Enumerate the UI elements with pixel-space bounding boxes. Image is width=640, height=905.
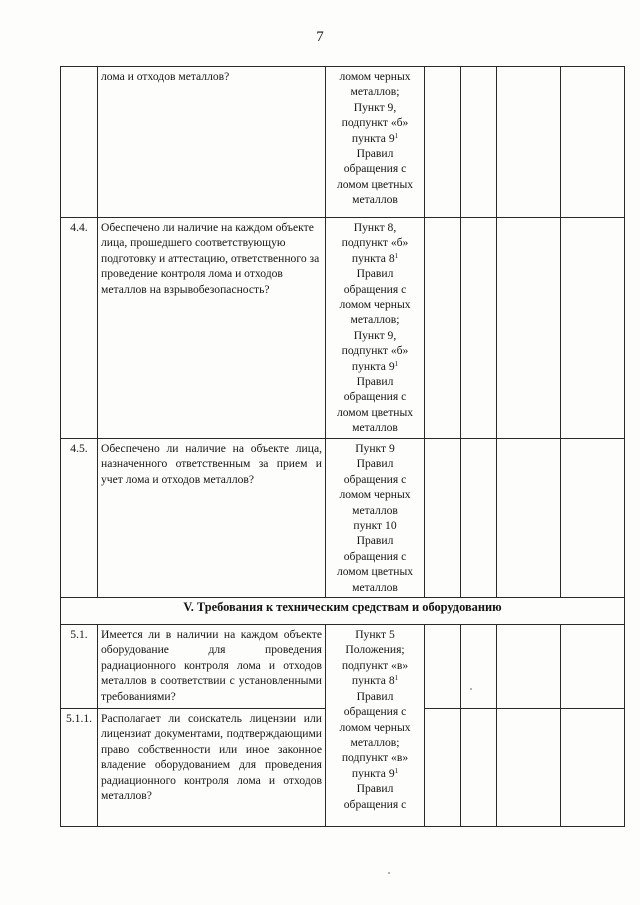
section-header-row <box>61 598 625 625</box>
legal-reference-line: подпункт «б» <box>341 236 409 250</box>
legal-reference-line: обращения с <box>343 549 407 563</box>
answer-cell-yes[interactable] <box>425 625 461 709</box>
legal-reference-line: обращения с <box>343 282 407 296</box>
legal-reference-line: ломом черных <box>339 488 411 502</box>
item-legal-reference <box>326 218 425 439</box>
item-number: 5.1. <box>61 625 98 709</box>
legal-reference-line: пункта $9^1$ <box>351 359 399 373</box>
item-question: лома и отходов металлов? <box>98 67 326 218</box>
answer-cell-no[interactable] <box>461 439 497 598</box>
item-question: Имеется ли в наличии на каждом объекте оборудование для проведения радиационного контроля лома и отходов металлов в соответствии с установленными требованиями? <box>98 625 326 709</box>
legal-reference-line: ломом цветных <box>336 565 414 579</box>
legal-reference-line: Правил <box>356 267 394 281</box>
item-question: Располагает ли соискатель лицензии или лицензиат документами, подтверждающими право собственности или иное законное владение оборудованием для проведения радиационного контроля лома и отходов металлов? <box>98 709 326 827</box>
answer-cell-note[interactable] <box>561 218 625 439</box>
legal-reference-line: ломом цветных <box>336 177 414 191</box>
legal-reference-line: Пункт 9, <box>353 100 397 114</box>
answer-cell-not-applicable[interactable] <box>497 625 561 709</box>
item-question: Обеспечено ли наличие на каждом объекте лица, прошедшего соответствующую подготовку и аттестацию, ответственного за проведение контроля лома и отходов металлов на взрывобезопасность? <box>98 218 326 439</box>
legal-reference-line: металлов <box>352 421 398 435</box>
answer-cell-yes[interactable] <box>425 218 461 439</box>
scan-speck <box>470 688 472 690</box>
superscript-index: 1 <box>394 766 399 775</box>
legal-reference-line: обращения с <box>343 472 407 486</box>
answer-cell-no[interactable] <box>461 709 497 827</box>
answer-cell-no[interactable] <box>461 67 497 218</box>
item-number: 5.1.1. <box>61 709 98 827</box>
legal-reference-line: Пункт 9, <box>353 328 397 342</box>
legal-reference-line: металлов; <box>350 735 400 749</box>
legal-reference-line: ломом черных <box>339 70 411 83</box>
legal-reference-line: Правил <box>356 147 394 161</box>
item-number: 4.4. <box>61 218 98 439</box>
legal-reference-line: подпункт «в» <box>341 751 409 765</box>
legal-reference-line: металлов <box>352 193 398 207</box>
legal-reference-line: пункта $9^1$ <box>351 131 399 145</box>
legal-reference-line: обращения с <box>343 797 407 811</box>
answer-cell-yes[interactable] <box>425 709 461 827</box>
legal-reference-line: Положения; <box>345 643 405 657</box>
superscript-index: 1 <box>394 359 399 368</box>
legal-reference-line: обращения с <box>343 390 407 404</box>
legal-reference-line: пункт 10 <box>353 519 397 533</box>
legal-reference-line: Правил <box>356 689 394 703</box>
legal-reference-line: пункта $8^1$ <box>351 674 399 688</box>
legal-reference-line: Пункт 9 <box>355 442 395 455</box>
legal-reference-line: ломом черных <box>339 720 411 734</box>
page-number: 7 <box>316 29 324 45</box>
answer-cell-yes[interactable] <box>425 67 461 218</box>
legal-reference-line: Правил <box>356 782 394 796</box>
legal-reference-line: Пункт 5 <box>355 628 395 642</box>
answer-cell-not-applicable[interactable] <box>497 67 561 218</box>
legal-reference-line: Пункт 8, <box>353 221 397 234</box>
superscript-index: 1 <box>394 251 399 260</box>
legal-reference-line: подпункт «в» <box>341 658 409 672</box>
table-row <box>61 439 625 598</box>
answer-cell-note[interactable] <box>561 709 625 827</box>
legal-reference-line: подпункт «б» <box>341 344 409 358</box>
superscript-index: 1 <box>394 674 399 683</box>
answer-cell-not-applicable[interactable] <box>497 709 561 827</box>
legal-reference-line: пункта $8^1$ <box>351 251 399 265</box>
table-row <box>61 67 625 218</box>
superscript-index: 1 <box>394 131 399 140</box>
legal-reference-line: подпункт «б» <box>341 116 409 130</box>
legal-reference-line: металлов <box>352 580 398 594</box>
item-legal-reference <box>326 625 425 827</box>
legal-reference-line: Правил <box>356 375 394 389</box>
item-legal-reference <box>326 439 425 598</box>
legal-reference-line: ломом цветных <box>336 405 414 419</box>
answer-cell-note[interactable] <box>561 625 625 709</box>
table-row <box>61 218 625 439</box>
legal-reference-line: металлов <box>352 503 398 517</box>
answer-cell-yes[interactable] <box>425 439 461 598</box>
legal-reference-line: обращения с <box>343 705 407 719</box>
scan-speck <box>388 872 390 874</box>
legal-reference-line: Правил <box>356 457 394 471</box>
legal-reference-line: металлов; <box>350 313 400 327</box>
legal-reference-line: металлов; <box>350 85 400 99</box>
item-number: 4.5. <box>61 439 98 598</box>
table-row <box>61 625 625 709</box>
section-title: V. Требования к техническим средствам и оборудованию <box>61 598 625 625</box>
checklist-table <box>60 66 625 827</box>
answer-cell-not-applicable[interactable] <box>497 439 561 598</box>
legal-reference-line: Правил <box>356 534 394 548</box>
answer-cell-note[interactable] <box>561 439 625 598</box>
answer-cell-no[interactable] <box>461 625 497 709</box>
answer-cell-not-applicable[interactable] <box>497 218 561 439</box>
legal-reference-line: пункта $9^1$ <box>351 766 399 780</box>
item-number <box>61 67 98 218</box>
legal-reference-line: обращения с <box>343 162 407 176</box>
item-legal-reference <box>326 67 425 218</box>
legal-reference-line: ломом черных <box>339 298 411 312</box>
answer-cell-no[interactable] <box>461 218 497 439</box>
answer-cell-note[interactable] <box>561 67 625 218</box>
item-question: Обеспечено ли наличие на объекте лица, назначенного ответственным за прием и учет лома и отходов металлов? <box>98 439 326 598</box>
